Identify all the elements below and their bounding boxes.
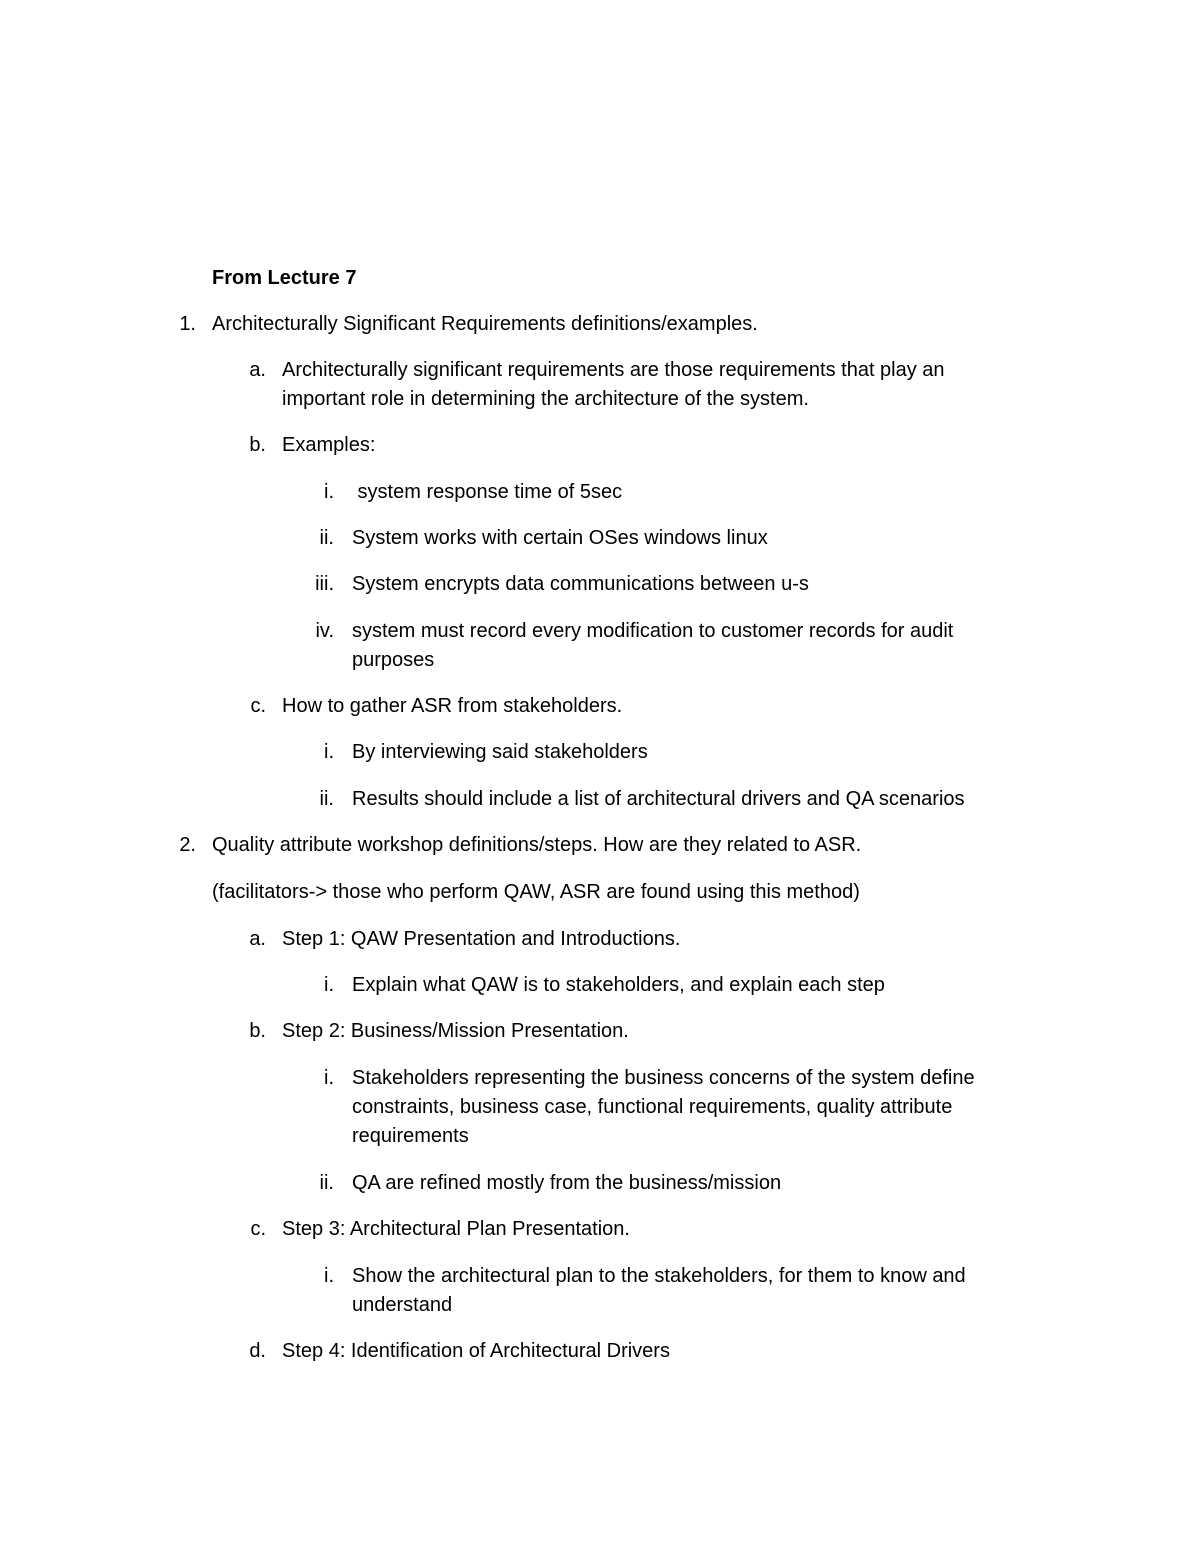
sub-letter: d.: [249, 1340, 266, 1362]
sub-letter: b.: [249, 1020, 266, 1042]
roman-text: understand: [352, 1294, 453, 1316]
item-heading: Architecturally Significant Requirements definitions/examples.: [212, 313, 758, 335]
roman-text: constraints, business case, functional requirements, quality attribute: [352, 1096, 953, 1118]
roman-numeral: i.: [324, 1265, 334, 1287]
roman-text: By interviewing said stakeholders: [352, 741, 648, 763]
roman-numeral: i.: [324, 974, 334, 996]
roman-text: QA are refined mostly from the business/mission: [352, 1172, 782, 1194]
roman-numeral: i.: [324, 1067, 334, 1089]
roman-text: purposes: [352, 649, 435, 671]
sub-letter: b.: [249, 434, 266, 456]
roman-numeral: ii.: [319, 788, 334, 810]
roman-text: System works with certain OSes windows linux: [352, 527, 768, 549]
item-heading: Quality attribute workshop definitions/steps. How are they related to ASR.: [212, 834, 862, 856]
roman-text: system must record every modification to customer records for audit: [352, 620, 954, 642]
roman-text: system response time of 5sec: [352, 481, 623, 503]
roman-text: System encrypts data communications between u-s: [352, 573, 809, 595]
roman-text: requirements: [352, 1125, 469, 1147]
roman-numeral: ii.: [319, 1172, 334, 1194]
roman-text: Results should include a list of architectural drivers and QA scenarios: [352, 788, 965, 810]
sub-text: important role in determining the architecture of the system.: [282, 388, 809, 410]
item-number: 1.: [179, 313, 196, 335]
item-note: (facilitators-> those who perform QAW, ASR are found using this method): [212, 881, 860, 903]
roman-text: Show the architectural plan to the stakeholders, for them to know and: [352, 1265, 966, 1287]
roman-text: Stakeholders representing the business concerns of the system define: [352, 1067, 975, 1089]
document-title: From Lecture 7: [212, 267, 357, 289]
sub-text: Step 1: QAW Presentation and Introductions.: [282, 928, 681, 950]
roman-text: Explain what QAW is to stakeholders, and explain each step: [352, 974, 885, 996]
roman-numeral: iv.: [315, 620, 334, 642]
sub-text: Step 4: Identification of Architectural Drivers: [282, 1340, 670, 1362]
item-number: 2.: [179, 834, 196, 856]
sub-text: Architecturally significant requirements are those requirements that play an: [282, 359, 945, 381]
sub-letter: a.: [249, 359, 266, 381]
sub-text: Step 2: Business/Mission Presentation.: [282, 1020, 629, 1042]
roman-numeral: i.: [324, 741, 334, 763]
roman-numeral: ii.: [319, 527, 334, 549]
sub-text: Step 3: Architectural Plan Presentation.: [282, 1218, 630, 1240]
sub-text: How to gather ASR from stakeholders.: [282, 695, 623, 717]
sub-text: Examples:: [282, 434, 376, 456]
sub-letter: a.: [249, 928, 266, 950]
sub-letter: c.: [250, 1218, 266, 1240]
sub-letter: c.: [250, 695, 266, 717]
roman-numeral: i.: [324, 481, 334, 503]
roman-numeral: iii.: [315, 573, 334, 595]
